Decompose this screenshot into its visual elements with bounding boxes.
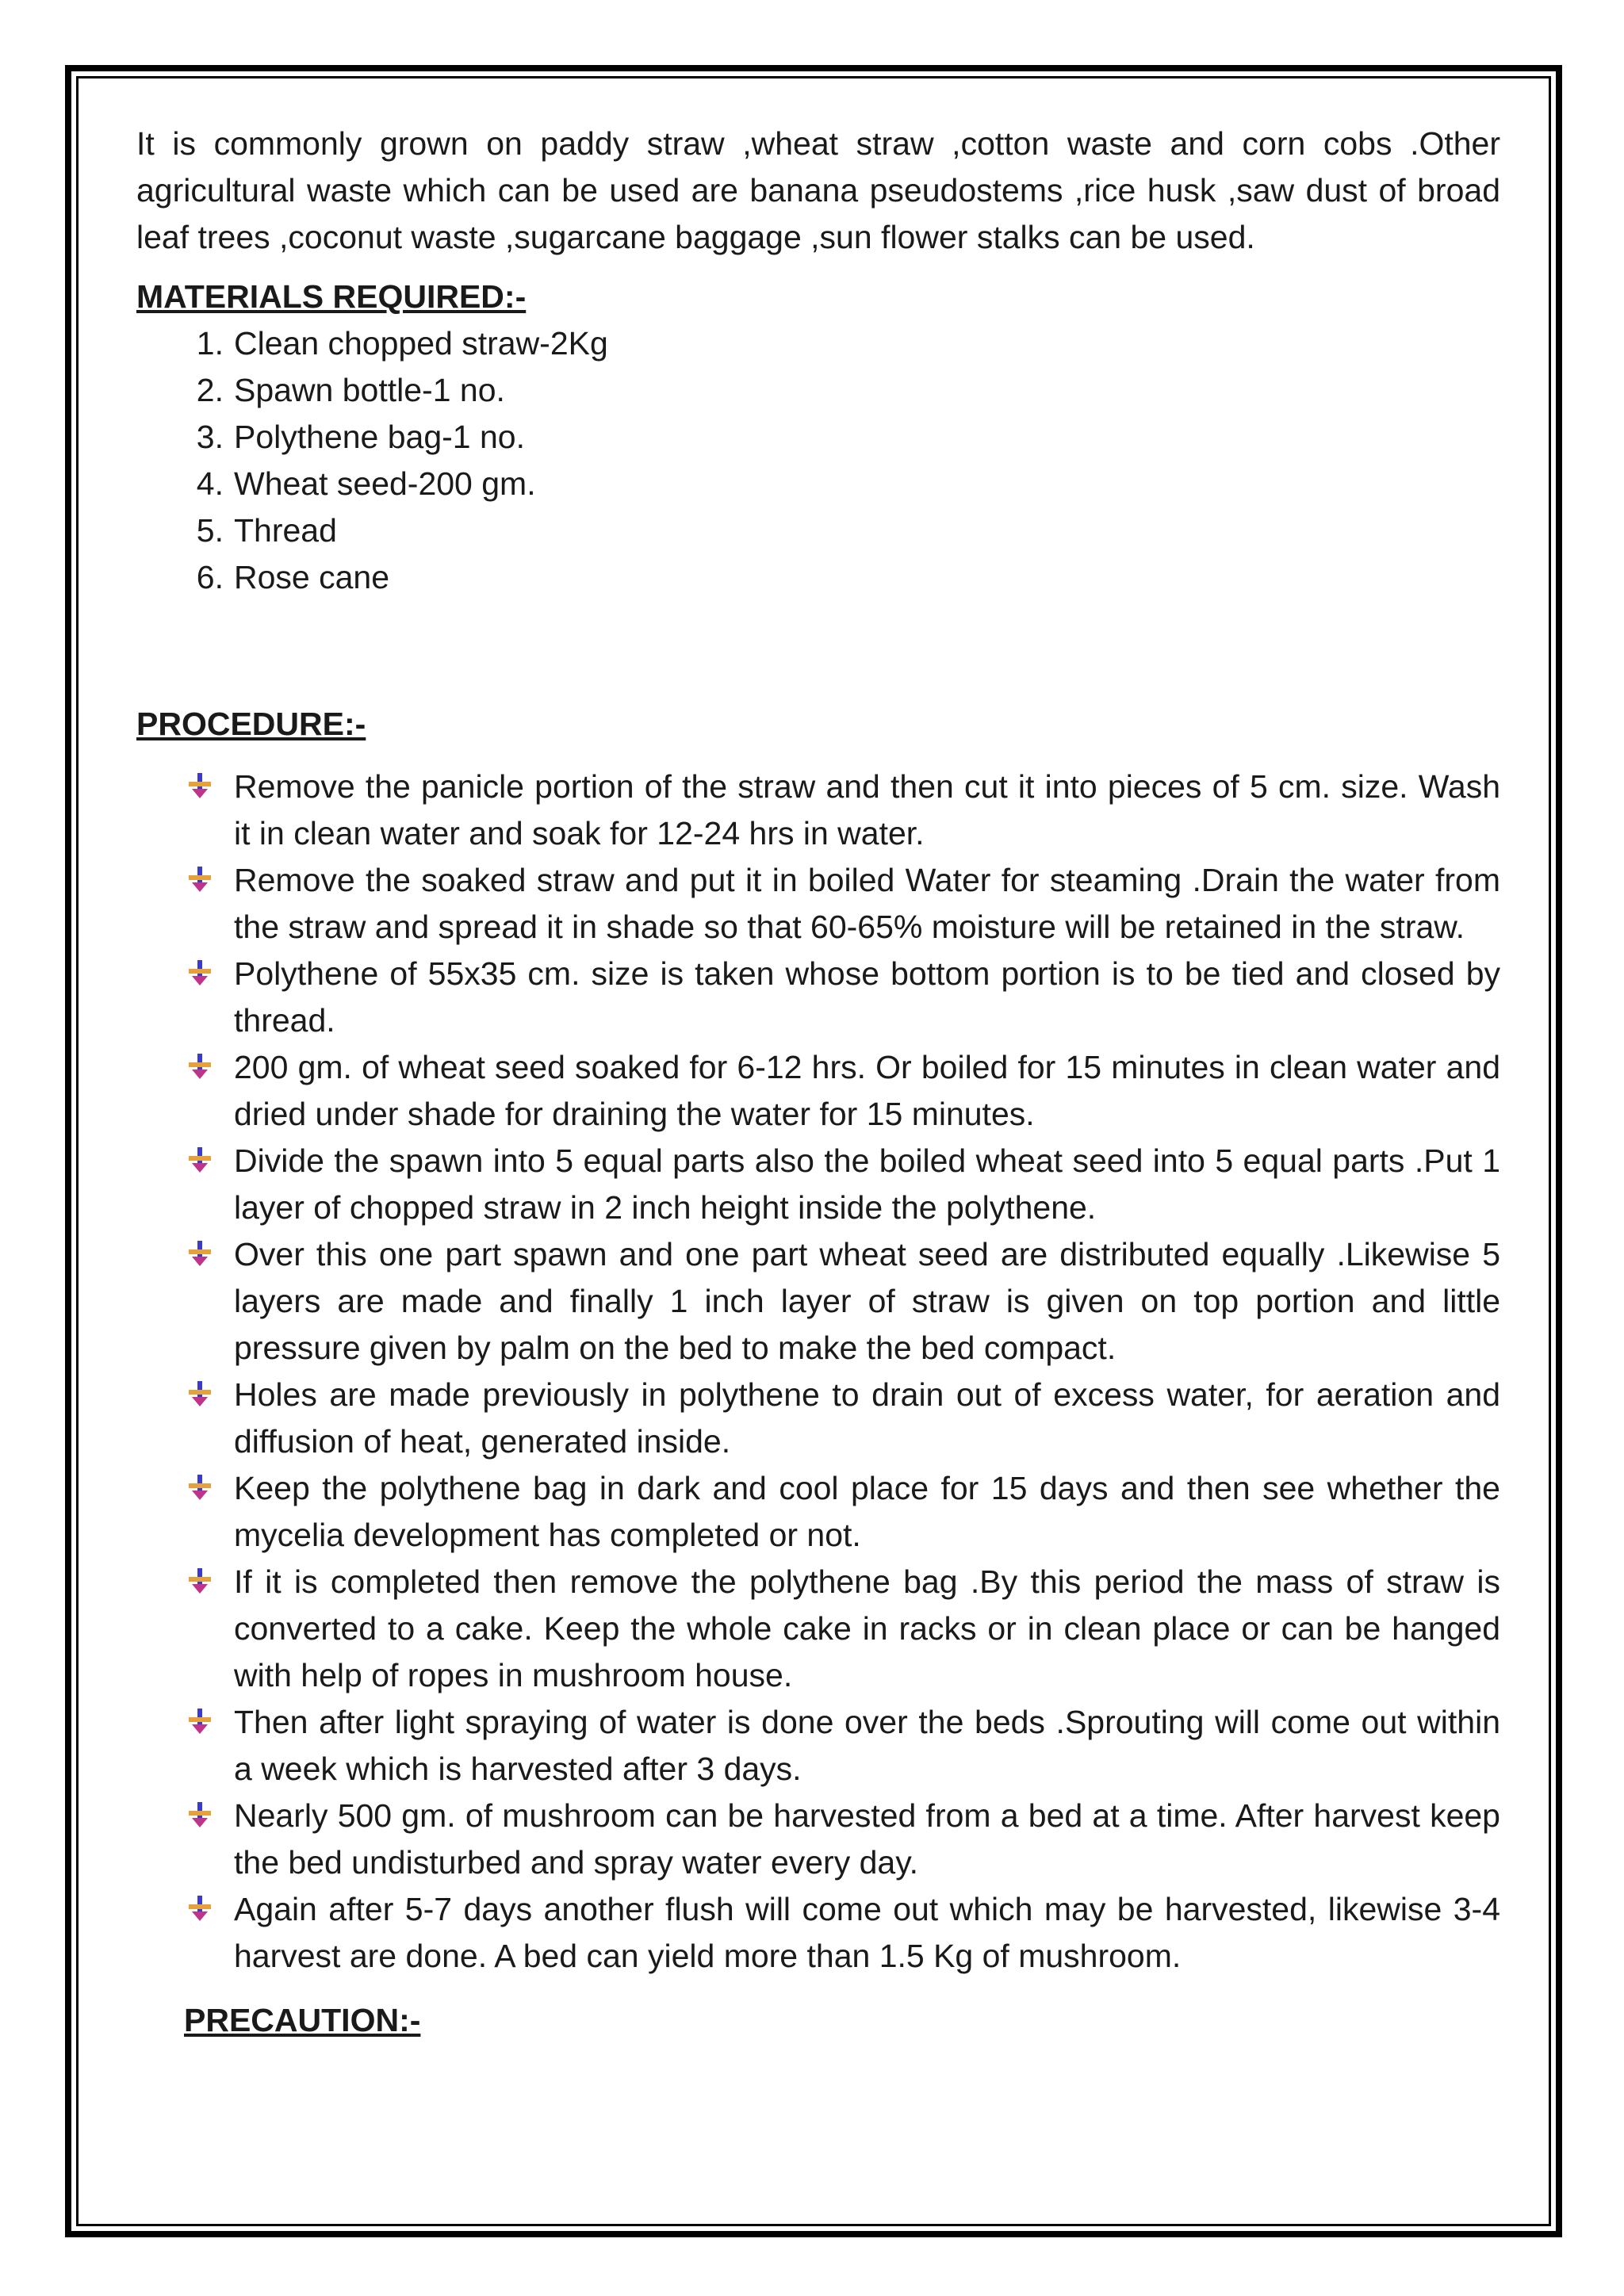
list-number: 2. (196, 372, 224, 408)
arrow-down-plus-icon (186, 1146, 214, 1174)
arrow-down-plus-icon (186, 771, 214, 800)
procedure-step-text: 200 gm. of wheat seed soaked for 6-12 hrs. Or boiled for 15 minutes in clean water and dried under shade for draining the water for 15 minutes. (234, 1049, 1500, 1132)
arrow-down-plus-icon (186, 959, 214, 987)
procedure-step-text: If it is completed then remove the polythene bag .By this period the mass of straw is converted to a cake. Keep the whole cake in racks or in clean place or can be hanged with help of ropes in mushroom house. (234, 1563, 1500, 1693)
materials-heading: MATERIALS REQUIRED:- (136, 278, 527, 315)
arrow-down-plus-icon (186, 865, 214, 894)
materials-list (136, 320, 1500, 601)
materials-list-item (136, 554, 1500, 601)
procedure-step (136, 1699, 1500, 1793)
document-body (136, 121, 1500, 2044)
procedure-step-text: Divide the spawn into 5 equal parts also the boiled wheat seed into 5 equal parts .Put 1 layer of chopped straw in 2 inch height inside the polythene. (234, 1142, 1500, 1226)
materials-item-text: Clean chopped straw-2Kg (234, 325, 608, 362)
materials-list-item (136, 320, 1500, 367)
procedure-step (136, 1559, 1500, 1699)
arrow-down-plus-icon (186, 1894, 214, 1923)
arrow-down-plus-icon (186, 1800, 214, 1829)
materials-item-text: Wheat seed-200 gm. (234, 465, 536, 502)
arrow-down-plus-icon (186, 1707, 214, 1735)
procedure-step (136, 1044, 1500, 1138)
materials-list-item (136, 461, 1500, 507)
procedure-heading: PROCEDURE:- (136, 706, 366, 742)
procedure-step (136, 1465, 1500, 1559)
procedure-step (136, 951, 1500, 1044)
procedure-step-text: Again after 5-7 days another flush will come out which may be harvested, likewise 3-4 harvest are done. A bed can yield more than 1.5 Kg of mushroom. (234, 1891, 1500, 1974)
procedure-step-text: Keep the polythene bag in dark and cool place for 15 days and then see whether the mycelia development has completed or not. (234, 1470, 1500, 1553)
materials-list-item (136, 507, 1500, 554)
intro-paragraph: It is commonly grown on paddy straw ,wheat straw ,cotton waste and corn cobs .Other agricultural waste which can be used are banana pseudostems ,rice husk ,saw dust of broad leaf trees ,coconut waste ,sugarcane baggage ,sun flower stalks can be used. (136, 125, 1500, 255)
precaution-heading: PRECAUTION:- (184, 2002, 421, 2038)
procedure-step-text: Remove the soaked straw and put it in boiled Water for steaming .Drain the water from the straw and spread it in shade so that 60-65% moisture will be retained in the straw. (234, 862, 1500, 945)
procedure-step-text: Then after light spraying of water is done over the beds .Sprouting will come out within a week which is harvested after 3 days. (234, 1704, 1500, 1787)
procedure-step-text: Holes are made previously in polythene to drain out of excess water, for aeration and diffusion of heat, generated inside. (234, 1376, 1500, 1460)
procedure-step-text: Remove the panicle portion of the straw and then cut it into pieces of 5 cm. size. Wash it in clean water and soak for 12-24 hrs in water. (234, 768, 1500, 851)
list-number: 5. (196, 512, 224, 549)
procedure-step (136, 1886, 1500, 1980)
procedure-step (136, 1138, 1500, 1231)
procedure-step (136, 1372, 1500, 1465)
procedure-step-text: Over this one part spawn and one part wheat seed are distributed equally .Likewise 5 layers are made and finally 1 inch layer of straw is given on top portion and little pressure given by palm on the bed to make the bed compact. (234, 1236, 1500, 1366)
list-number: 1. (196, 325, 224, 362)
arrow-down-plus-icon (186, 1567, 214, 1595)
procedure-step (136, 1231, 1500, 1372)
list-number: 3. (196, 419, 224, 455)
arrow-down-plus-icon (186, 1380, 214, 1408)
materials-list-item (136, 414, 1500, 461)
procedure-step (136, 857, 1500, 951)
materials-item-text: Spawn bottle-1 no. (234, 372, 505, 408)
arrow-down-plus-icon (186, 1052, 214, 1081)
materials-list-item (136, 367, 1500, 414)
procedure-step (136, 763, 1500, 857)
materials-item-text: Rose cane (234, 559, 390, 595)
procedure-step-text: Nearly 500 gm. of mushroom can be harvested from a bed at a time. After harvest keep the bed undisturbed and spray water every day. (234, 1797, 1500, 1881)
arrow-down-plus-icon (186, 1239, 214, 1268)
list-number: 4. (196, 465, 224, 502)
procedure-steps-list (136, 763, 1500, 1980)
procedure-step-text: Polythene of 55x35 cm. size is taken whose bottom portion is to be tied and closed by thread. (234, 955, 1500, 1039)
arrow-down-plus-icon (186, 1473, 214, 1502)
materials-item-text: Thread (234, 512, 337, 549)
procedure-step (136, 1793, 1500, 1886)
list-number: 6. (196, 559, 224, 595)
materials-item-text: Polythene bag-1 no. (234, 419, 525, 455)
